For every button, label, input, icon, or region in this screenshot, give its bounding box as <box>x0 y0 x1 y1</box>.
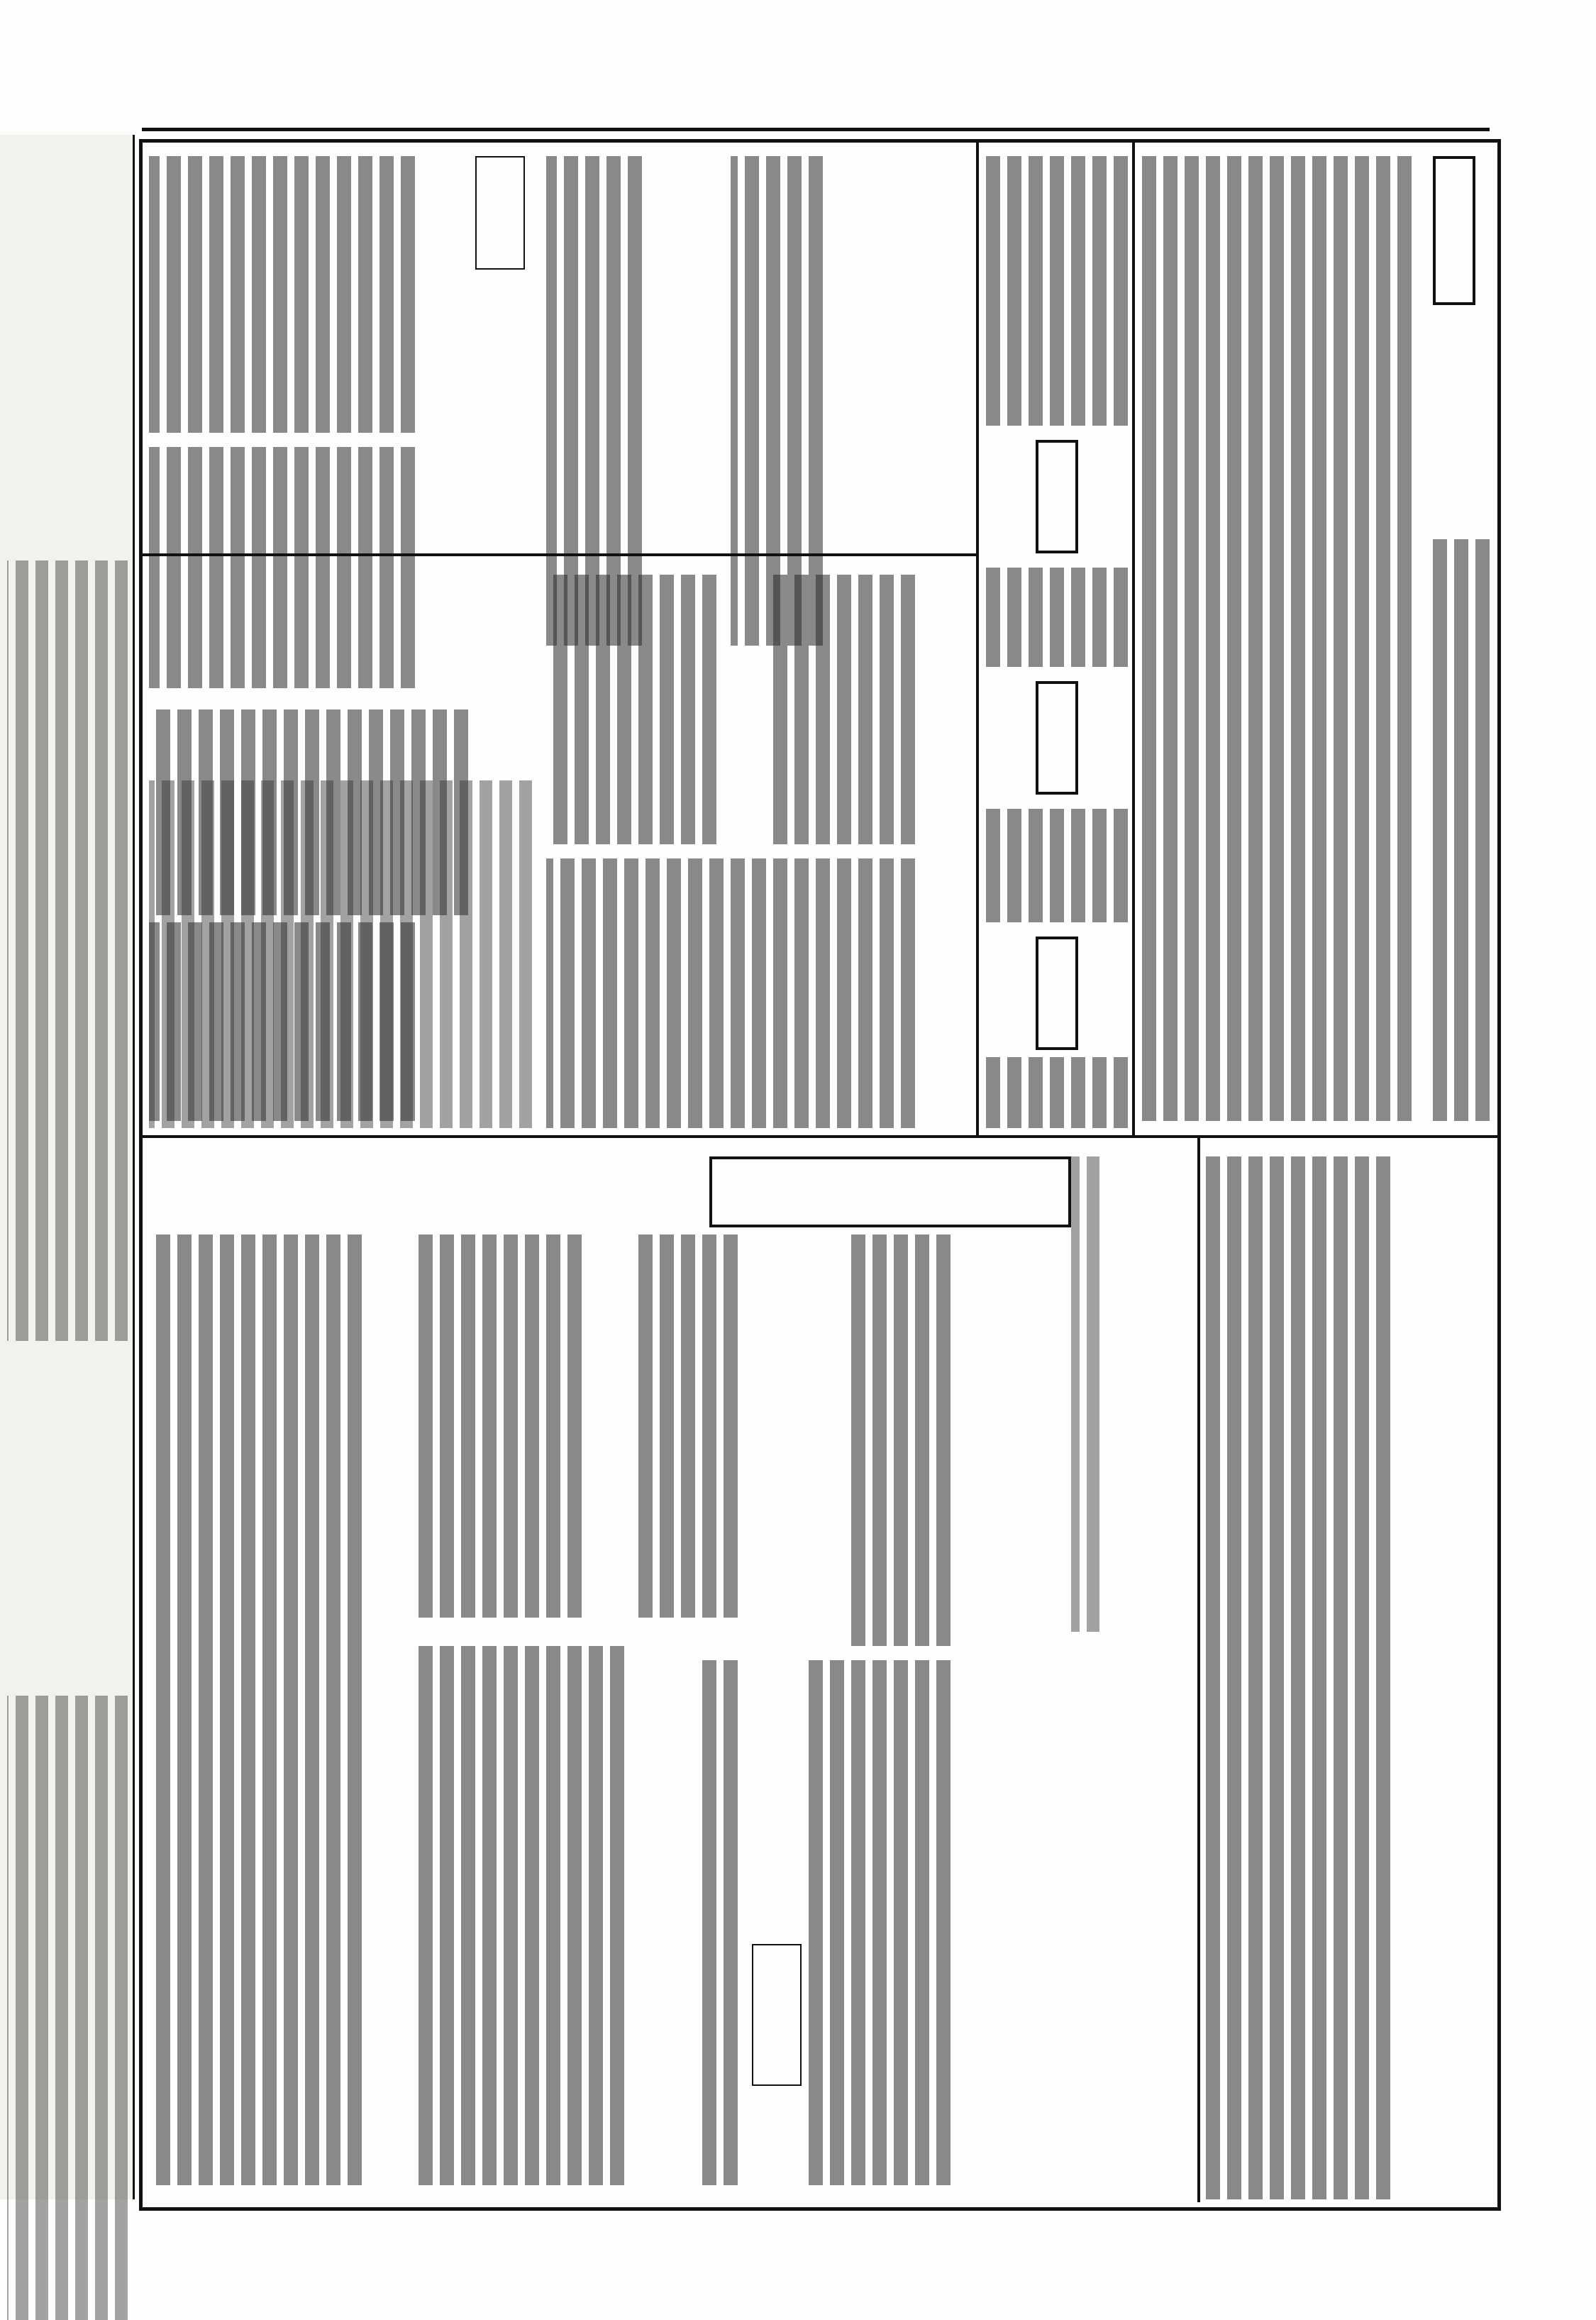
tianjin-story <box>1199 1142 1497 2206</box>
hankou-body <box>546 858 915 1128</box>
small-news-column <box>411 1646 624 2185</box>
county-label-lanshan <box>1036 681 1078 795</box>
left-strip-text-block <box>7 1696 128 2320</box>
tianjin-body <box>1206 1156 1390 2199</box>
column-rule <box>1197 1138 1200 2202</box>
county-label-zixing <box>1036 937 1078 1050</box>
county-column <box>979 142 1135 1135</box>
commerce-middle <box>539 560 976 1135</box>
japan-story <box>1064 1142 1199 1639</box>
column-rule <box>976 142 979 1135</box>
county-news-section <box>1135 142 1498 1135</box>
small-news-column <box>695 1660 738 2185</box>
japan-body <box>1071 1156 1099 1632</box>
small-news-column <box>411 1234 582 1618</box>
small-news-column <box>851 1234 951 1646</box>
county-body <box>986 1057 1128 1128</box>
small-news-column <box>149 1234 362 2185</box>
commodity-tables-body <box>149 780 532 1128</box>
county-body <box>986 156 1128 426</box>
county-news-body <box>1426 539 1490 1121</box>
left-strip-text-block <box>7 560 128 1341</box>
small-news-column <box>638 1234 738 1618</box>
masthead <box>142 74 1490 131</box>
county-label-xiangtan <box>1433 156 1475 305</box>
county-body <box>986 809 1128 922</box>
story-robber-headline <box>752 1944 802 2086</box>
commodity-markets <box>142 773 539 1135</box>
small-news-column <box>809 1660 951 2185</box>
column-rule <box>1132 142 1135 1135</box>
market-label-yesterday <box>475 156 525 270</box>
market-table-finance <box>149 156 415 433</box>
market-table-rice <box>149 447 415 688</box>
left-margin-strip <box>0 135 135 2199</box>
small-news-title <box>709 1156 1071 1227</box>
county-label-shaoyang <box>1036 440 1078 553</box>
county-body <box>986 568 1128 667</box>
small-news-body <box>142 1234 1064 2199</box>
county-news-body <box>1142 156 1412 1121</box>
section-rule <box>142 553 976 556</box>
finance-body <box>546 575 716 844</box>
bean-market-body <box>766 575 915 844</box>
half-page-rule <box>142 1135 1498 1138</box>
